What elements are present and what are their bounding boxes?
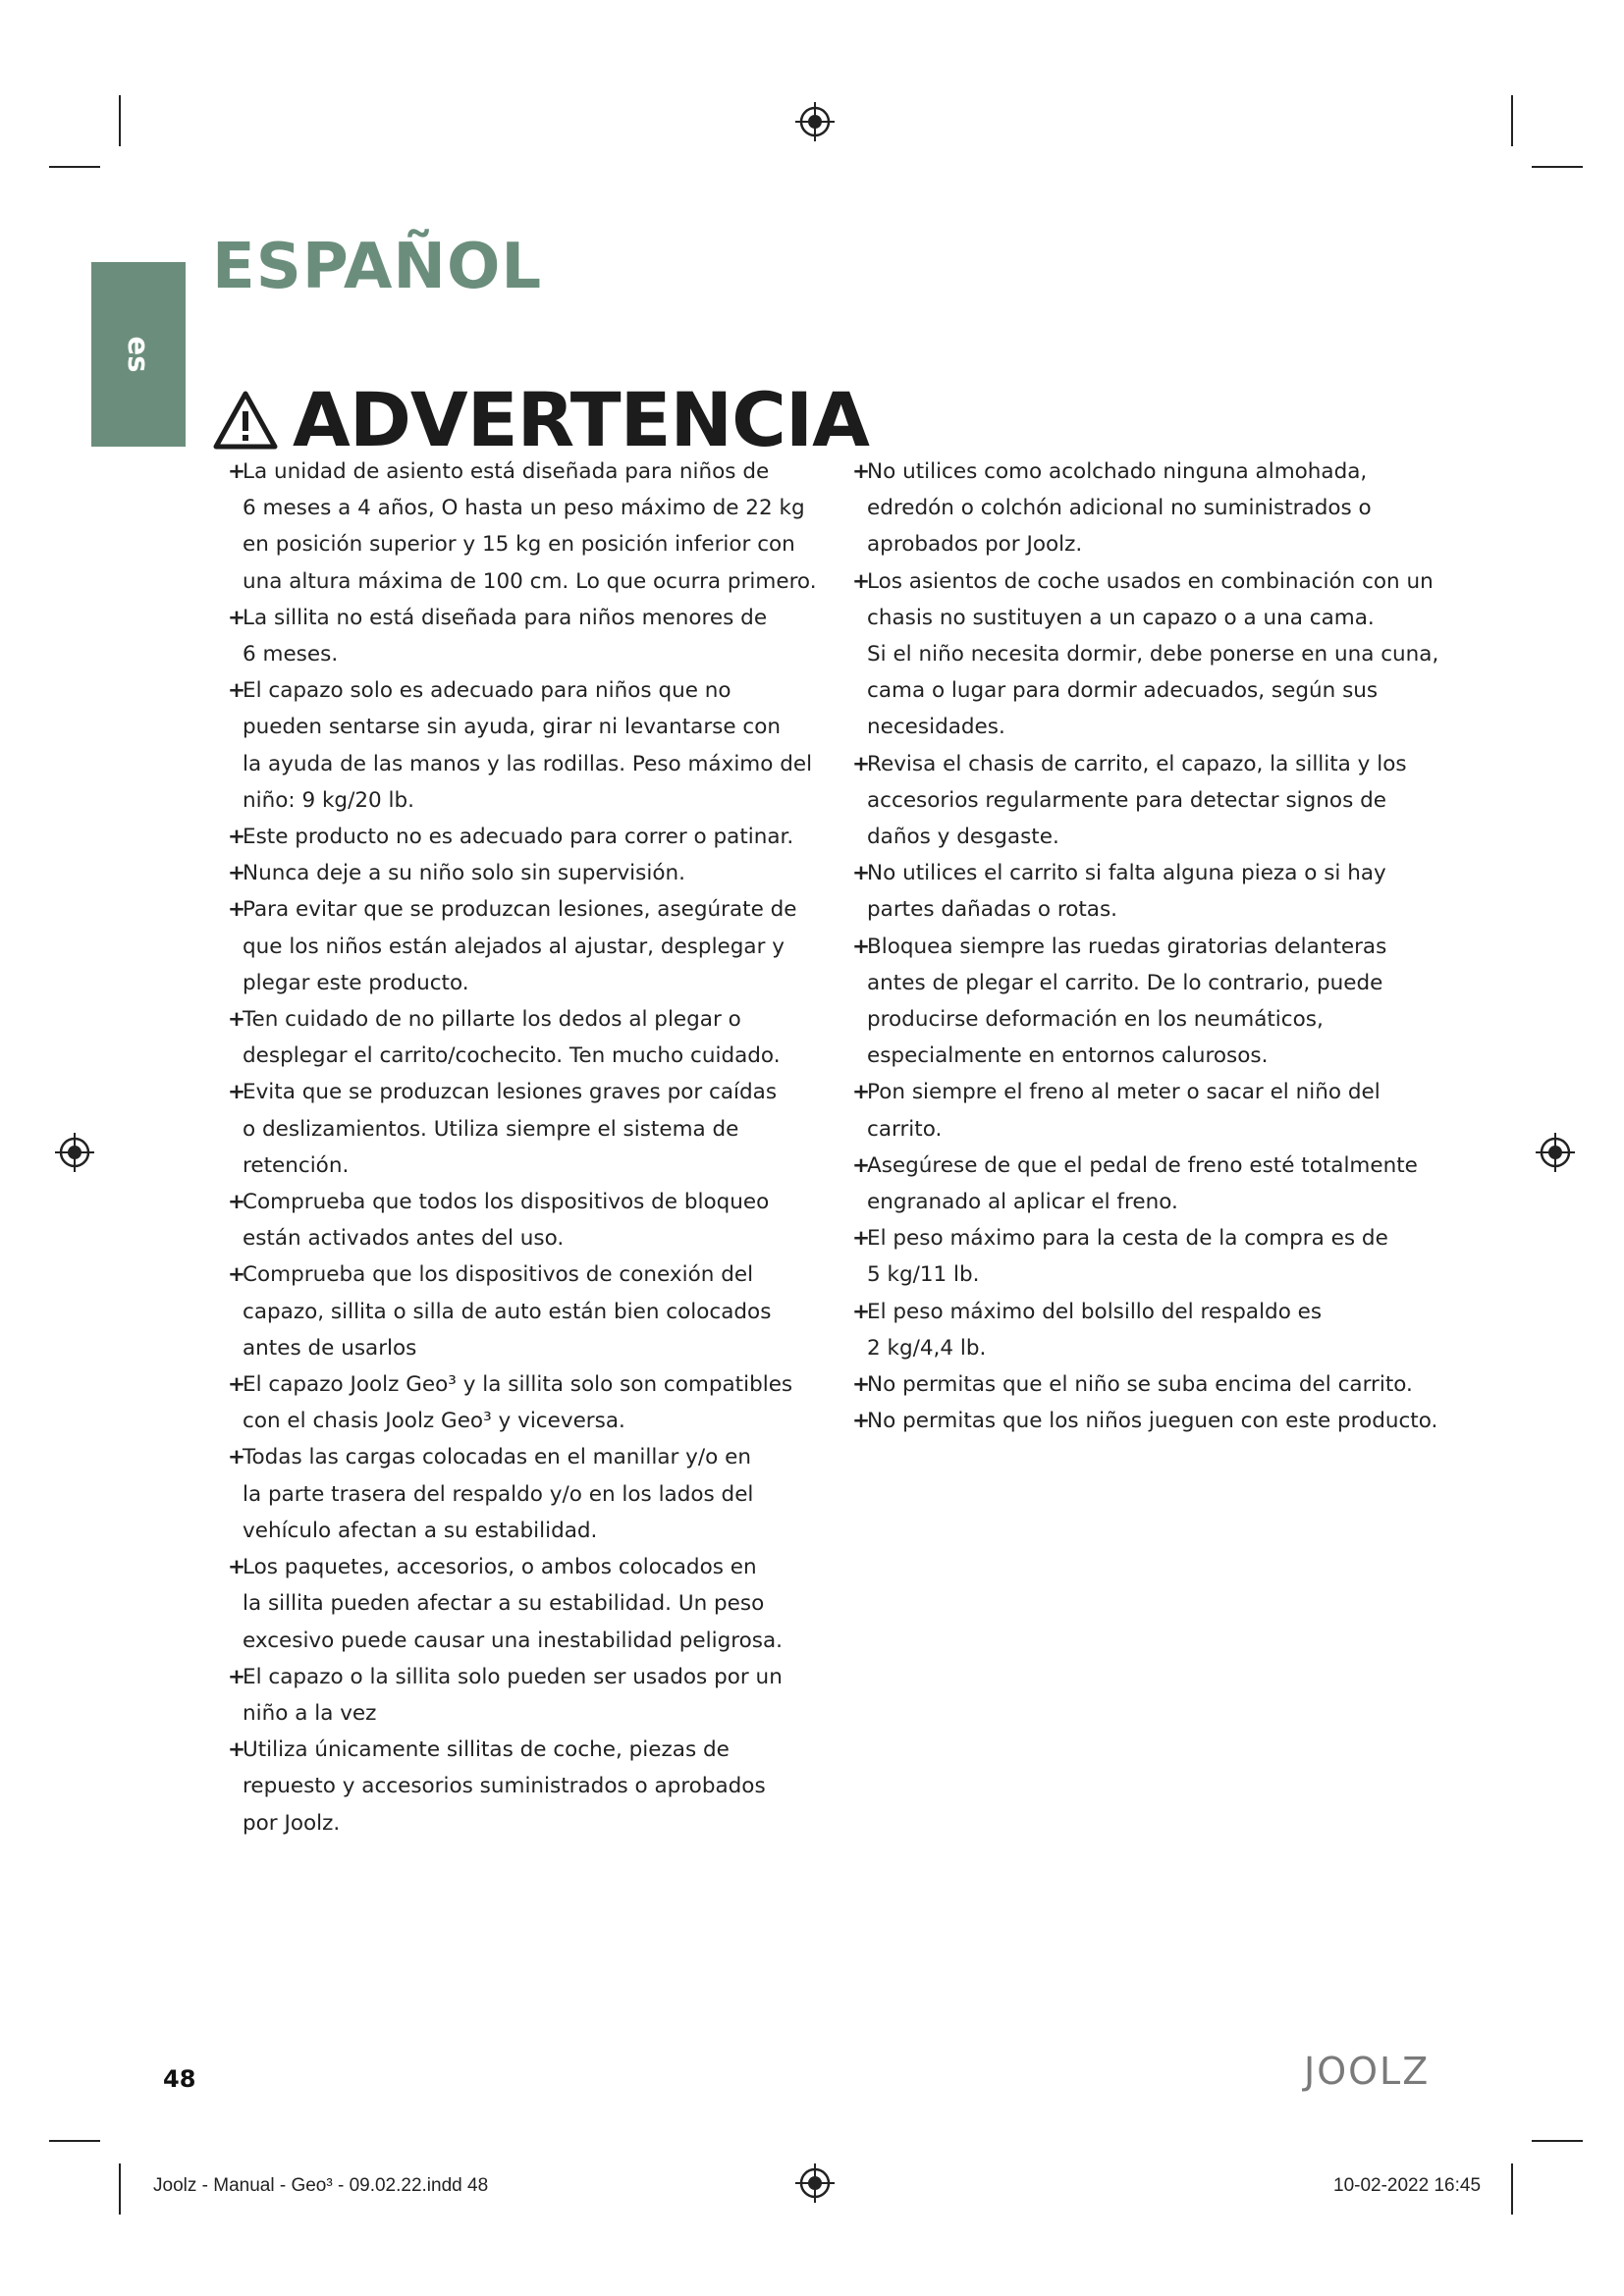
warning-item	[228, 1184, 817, 1256]
print-slug-file: Joolz - Manual - Geo³ - 09.02.22.indd 48	[153, 2175, 489, 2196]
warning-item-text: Este producto no es adecuado para correr o patinar.	[243, 825, 794, 850]
warning-item	[228, 819, 817, 855]
warning-item	[852, 855, 1441, 928]
warning-heading	[212, 376, 869, 463]
warning-item-text: No permitas que el niño se suba encima del carrito.	[867, 1372, 1413, 1398]
warning-item	[228, 1659, 817, 1732]
crop-mark-bottom-right-horizontal	[1532, 2140, 1583, 2142]
brand-logo: JOOLZ	[1304, 2050, 1431, 2093]
warning-triangle-icon	[212, 390, 279, 451]
warning-item-text: El peso máximo para la cesta de la compra es de 5 kg/11 lb.	[867, 1226, 1388, 1288]
registration-mark-left-icon	[55, 1133, 94, 1172]
warning-item-text: El capazo o la sillita solo pueden ser usados por un niño a la vez	[243, 1664, 783, 1726]
crop-mark-bottom-left-horizontal	[49, 2140, 100, 2142]
warning-item-text: Pon siempre el freno al meter o sacar el niño del carrito.	[867, 1080, 1380, 1142]
warning-item	[852, 1366, 1441, 1403]
crop-mark-top-right-horizontal	[1532, 166, 1583, 168]
crop-mark-top-right-vertical	[1511, 95, 1513, 146]
warning-item	[852, 563, 1441, 746]
warning-item-text: Todas las cargas colocadas en el manillar y/o en la parte trasera del respaldo y/o en los lados del vehículo afectan a su estabilidad.	[243, 1445, 754, 1543]
warning-item	[852, 1403, 1441, 1439]
warning-item-text: Bloquea siempre las ruedas giratorias delanteras antes de plegar el carrito. De lo contrario, puede producirse deformación en los neumáticos, especialmente en entornos calurosos.	[867, 934, 1387, 1069]
warning-item-text: Para evitar que se produzcan lesiones, asegúrate de que los niños están alejados al ajustar, desplegar y plegar este producto.	[243, 897, 797, 995]
warning-item-text: Comprueba que los dispositivos de conexión del capazo, sillita o silla de auto están bien colocados antes de usarlos	[243, 1262, 772, 1361]
warning-item-text: La unidad de asiento está diseñada para niños de 6 meses a 4 años, O hasta un peso máximo de 22 kg en posición superior y 15 kg en posición inferior con una altura máxima de 100 cm. Lo que ocurra primero.	[243, 459, 817, 594]
warning-item	[852, 1074, 1441, 1147]
warning-item-text: No utilices como acolchado ninguna almohada, edredón o colchón adicional no suministrados o aprobados por Joolz.	[867, 459, 1372, 558]
warning-item	[852, 746, 1441, 856]
warning-item-text: Ten cuidado de no pillarte los dedos al plegar o desplegar el carrito/cochecito. Ten mucho cuidado.	[243, 1007, 781, 1069]
warning-item-text: Revisa el chasis de carrito, el capazo, la sillita y los accesorios regularmente para detectar signos de daños y desgaste.	[867, 751, 1407, 850]
warning-item	[852, 929, 1441, 1075]
warning-item	[228, 1074, 817, 1184]
warning-item-text: Los asientos de coche usados en combinación con un chasis no sustituyen a un capazo o a una cama. Si el niño necesita dormir, debe ponerse en una cuna, cama o lugar para dormir adecuados, según sus necesidades.	[867, 568, 1439, 740]
warning-item	[228, 855, 817, 891]
crop-mark-top-left-horizontal	[49, 166, 100, 168]
warning-title: ADVERTENCIA	[293, 376, 869, 463]
registration-mark-bottom-icon	[795, 2163, 835, 2203]
warning-item	[228, 1439, 817, 1549]
warning-list-left	[228, 454, 817, 1842]
warning-item-text: La sillita no está diseñada para niños menores de 6 meses.	[243, 605, 768, 667]
registration-mark-right-icon	[1536, 1133, 1575, 1172]
warning-item-text: No utilices el carrito si falta alguna pieza o si hay partes dañadas o rotas.	[867, 861, 1386, 923]
language-side-tab	[91, 262, 186, 447]
warning-item	[228, 600, 817, 672]
registration-mark-top-icon	[795, 102, 835, 141]
warning-item	[228, 454, 817, 600]
print-slug-date: 10-02-2022 16:45	[1333, 2175, 1482, 2196]
warning-item	[228, 1366, 817, 1439]
warning-item-text: Evita que se produzcan lesiones graves por caídas o deslizamientos. Utiliza siempre el sistema de retención.	[243, 1080, 778, 1178]
warning-item-text: Comprueba que todos los dispositivos de bloqueo están activados antes del uso.	[243, 1190, 770, 1252]
warning-item	[228, 1001, 817, 1074]
page-number: 48	[163, 2065, 196, 2093]
warning-item	[852, 454, 1441, 563]
language-tab-label: es	[122, 336, 155, 373]
warning-item-text: El peso máximo del bolsillo del respaldo es 2 kg/4,4 lb.	[867, 1299, 1323, 1361]
warning-item	[228, 1256, 817, 1366]
warning-item	[852, 1294, 1441, 1366]
crop-mark-bottom-right-vertical	[1511, 2163, 1513, 2215]
warning-item-text: El capazo solo es adecuado para niños que no pueden sentarse sin ayuda, girar ni levantarse con la ayuda de las manos y las rodillas. Peso máximo del niño: 9 kg/20 lb.	[243, 678, 813, 813]
warning-item	[852, 1220, 1441, 1293]
warning-item-text: Asegúrese de que el pedal de freno esté totalmente engranado al aplicar el freno.	[867, 1152, 1418, 1215]
warning-item	[228, 1549, 817, 1659]
warning-item-text: El capazo Joolz Geo³ y la sillita solo son compatibles con el chasis Joolz Geo³ y viceversa.	[243, 1372, 793, 1434]
section-title: ESPAÑOL	[212, 231, 543, 303]
warning-item-text: Nunca deje a su niño solo sin supervisión.	[243, 861, 685, 886]
warning-item-text: Utiliza únicamente sillitas de coche, piezas de repuesto y accesorios suministrados o aprobados por Joolz.	[243, 1737, 766, 1836]
warning-item	[852, 1148, 1441, 1220]
crop-mark-top-left-vertical	[119, 95, 121, 146]
warning-list-right	[852, 454, 1441, 1439]
warning-item	[228, 891, 817, 1001]
warning-item	[228, 1732, 817, 1842]
warning-item-text: Los paquetes, accesorios, o ambos colocados en la sillita pueden afectar a su estabilidad. Un peso excesivo puede causar una inestabilidad peligrosa.	[243, 1555, 783, 1653]
warning-item	[228, 672, 817, 819]
crop-mark-bottom-left-vertical	[119, 2163, 121, 2215]
warning-item-text: No permitas que los niños jueguen con este producto.	[867, 1409, 1438, 1434]
